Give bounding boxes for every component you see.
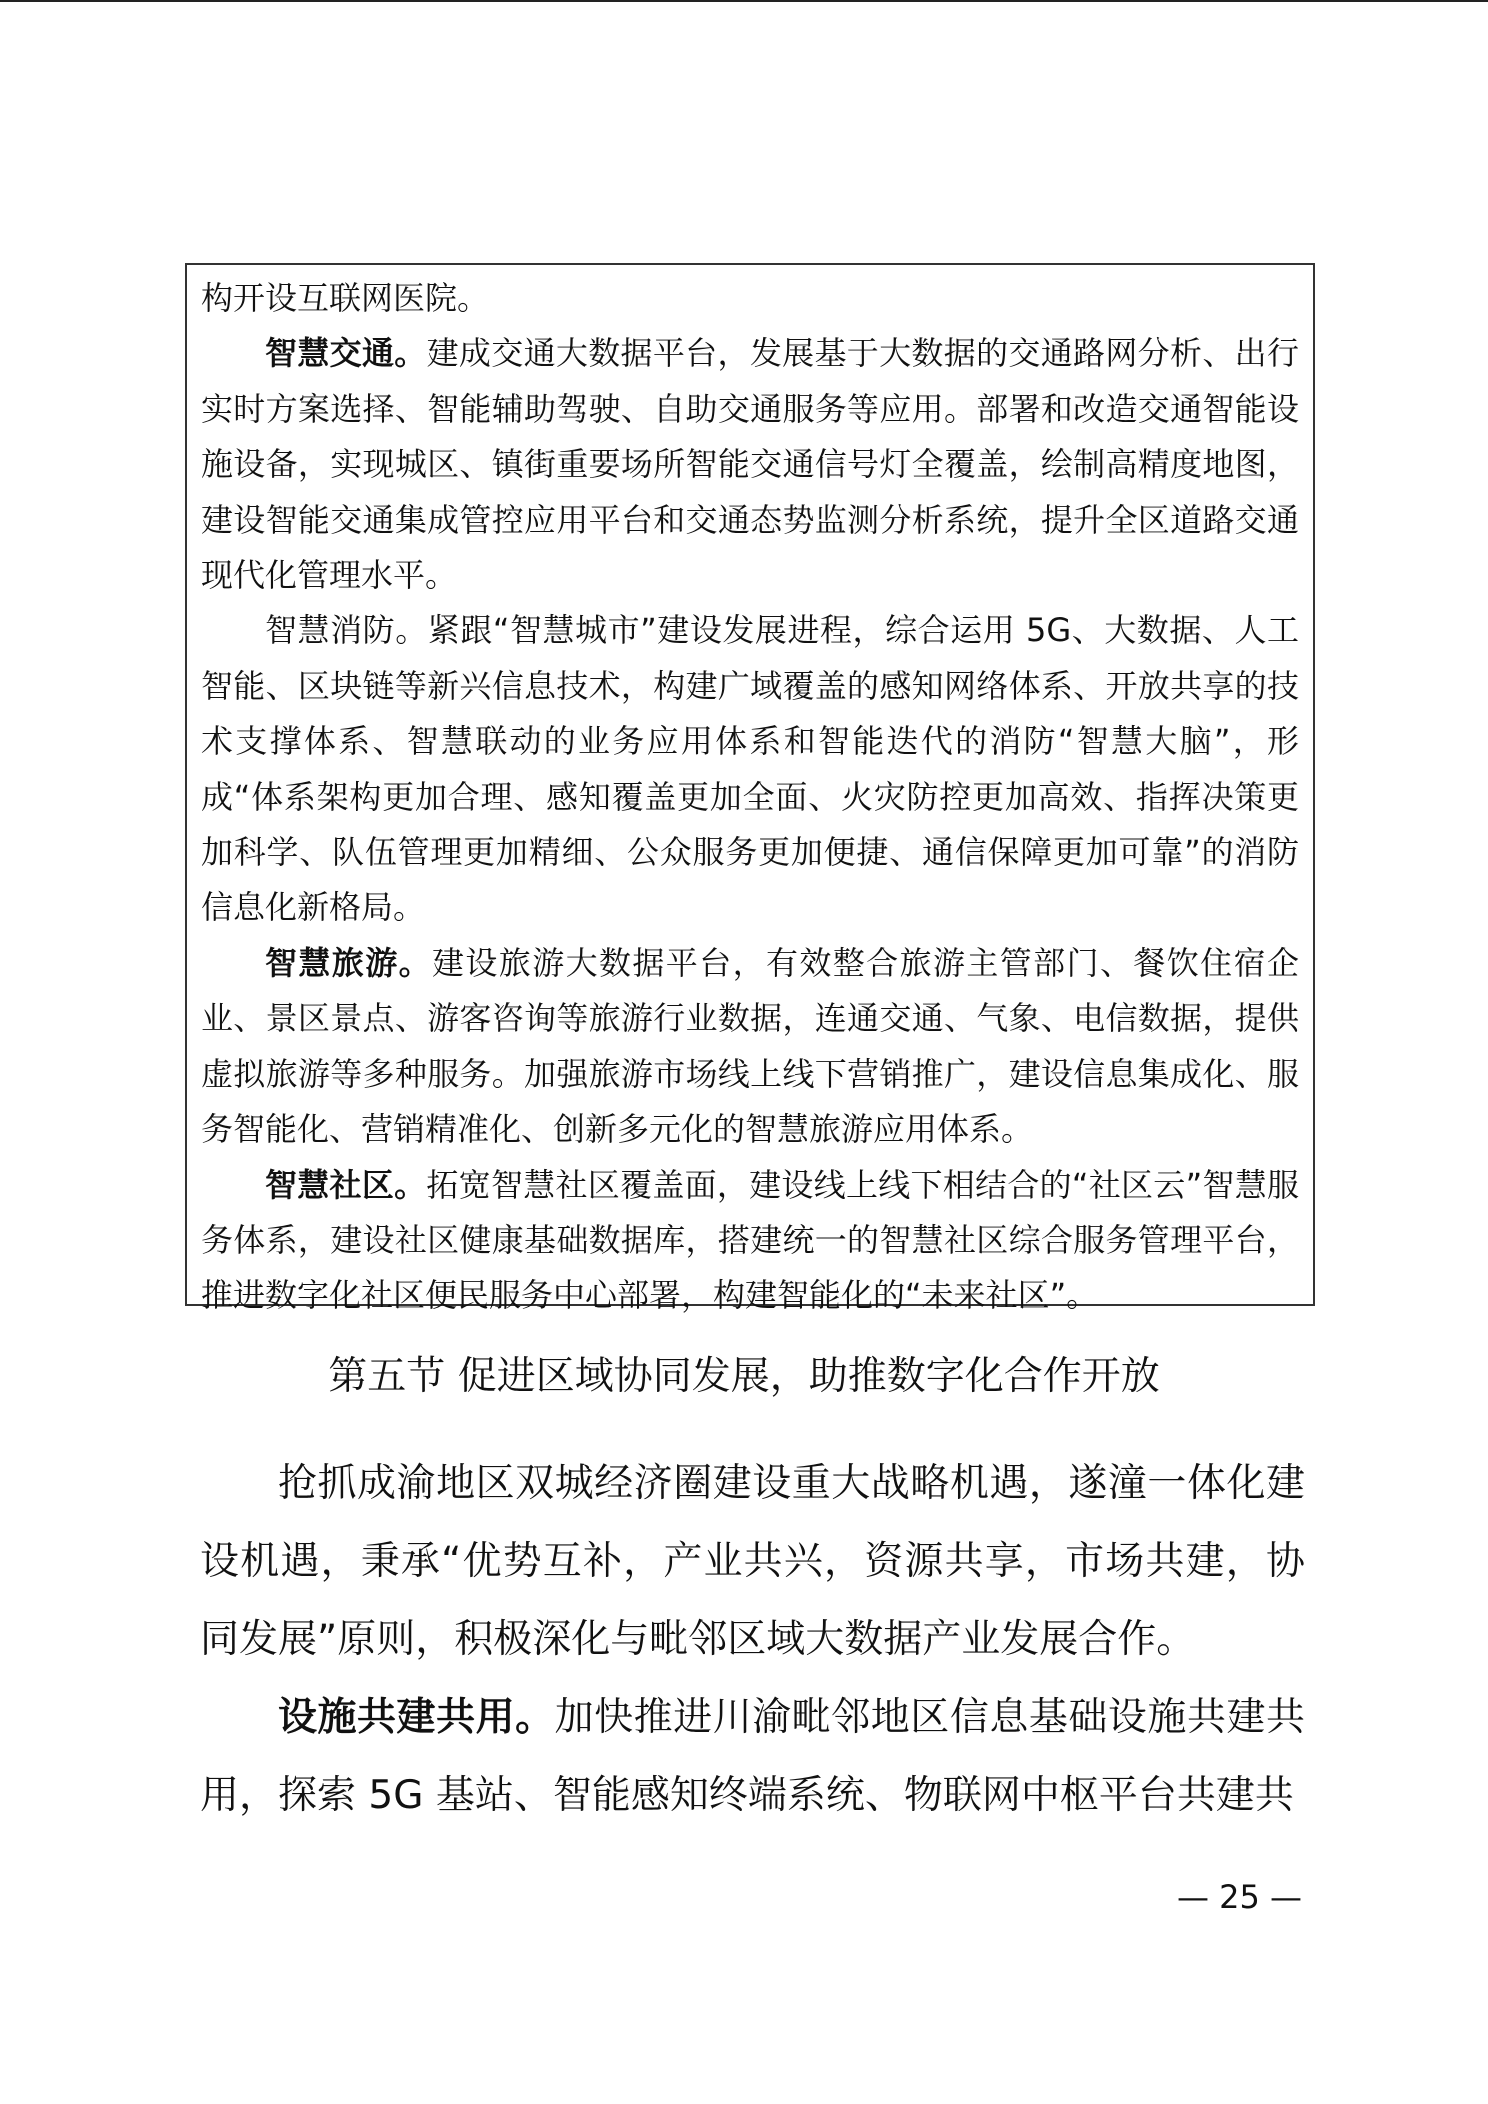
page-number: — 25 —	[1176, 1878, 1302, 1916]
paragraph-lead-heading: 智慧社区。	[265, 1165, 427, 1204]
paragraph-text: 拓宽智慧社区覆盖面，建设线上线下相结合的“社区云”智慧服务体系，建设社区健康基础数据库，搭建统一的智慧社区综合服务管理平台，推进数字化社区便民服务中心部署，构建智能化的“未来社区”。	[201, 1165, 1299, 1315]
paragraph-lead-heading: 智慧交通。	[265, 334, 427, 373]
paragraph-text: 建成交通大数据平台，发展基于大数据的交通路网分析、出行实时方案选择、智能辅助驾驶、自助交通服务等应用。部署和改造交通智能设施设备，实现城区、镇街重要场所智能交通信号灯全覆盖，绘制高精度地图，建设智能交通集成管控应用平台和交通态势监测分析系统，提升全区道路交通现代化管理水平。	[201, 334, 1299, 595]
paragraph-lead-heading: 设施共建共用。	[278, 1695, 555, 1740]
body-text	[200, 1445, 1305, 1835]
body-paragraph-intro	[200, 1445, 1305, 1679]
boxed-paragraph-continuation	[201, 271, 1299, 326]
paragraph-text: 加快推进川渝毗邻地区信息基础设施共建共用，探索 5G 基站、智能感知终端系统、物联网中枢平台共建共	[200, 1695, 1305, 1818]
boxed-paragraph-smart-tourism	[201, 936, 1299, 1158]
body-paragraph-facilities	[200, 1679, 1305, 1835]
top-border-rule	[0, 0, 1488, 2]
paragraph-text: 智慧消防。紧跟“智慧城市”建设发展进程，综合运用 5G、大数据、人工智能、区块链等新兴信息技术，构建广域覆盖的感知网络体系、开放共享的技术支撑体系、智慧联动的业务应用体系和智能迭代的消防“智慧大脑”，形成“体系架构更加合理、感知覆盖更加全面、火灾防控更加高效、指挥决策更加科学、队伍管理更加精细、公众服务更加便捷、通信保障更加可靠”的消防信息化新格局。	[201, 611, 1299, 927]
boxed-paragraph-smart-fire	[201, 603, 1299, 935]
section-heading: 第五节 促进区域协同发展，助推数字化合作开放	[328, 1354, 1160, 1399]
paragraph-text: 抢抓成渝地区双城经济圈建设重大战略机遇，遂潼一体化建设机遇，秉承“优势互补，产业共兴，资源共享，市场共建，协同发展”原则，积极深化与毗邻区域大数据产业发展合作。	[200, 1461, 1305, 1662]
paragraph-text: 构开设互联网医院。	[201, 279, 490, 317]
paragraph-lead-heading: 智慧旅游。	[265, 943, 432, 982]
paragraph-text: 建设旅游大数据平台，有效整合旅游主管部门、餐饮住宿企业、景区景点、游客咨询等旅游行业数据，连通交通、气象、电信数据，提供虚拟旅游等多种服务。加强旅游市场线上线下营销推广，建设信息集成化、服务智能化、营销精准化、创新多元化的智慧旅游应用体系。	[201, 943, 1299, 1149]
boxed-text-panel	[185, 263, 1315, 1315]
boxed-paragraph-smart-community	[201, 1158, 1299, 1324]
boxed-paragraph-smart-traffic	[201, 326, 1299, 603]
